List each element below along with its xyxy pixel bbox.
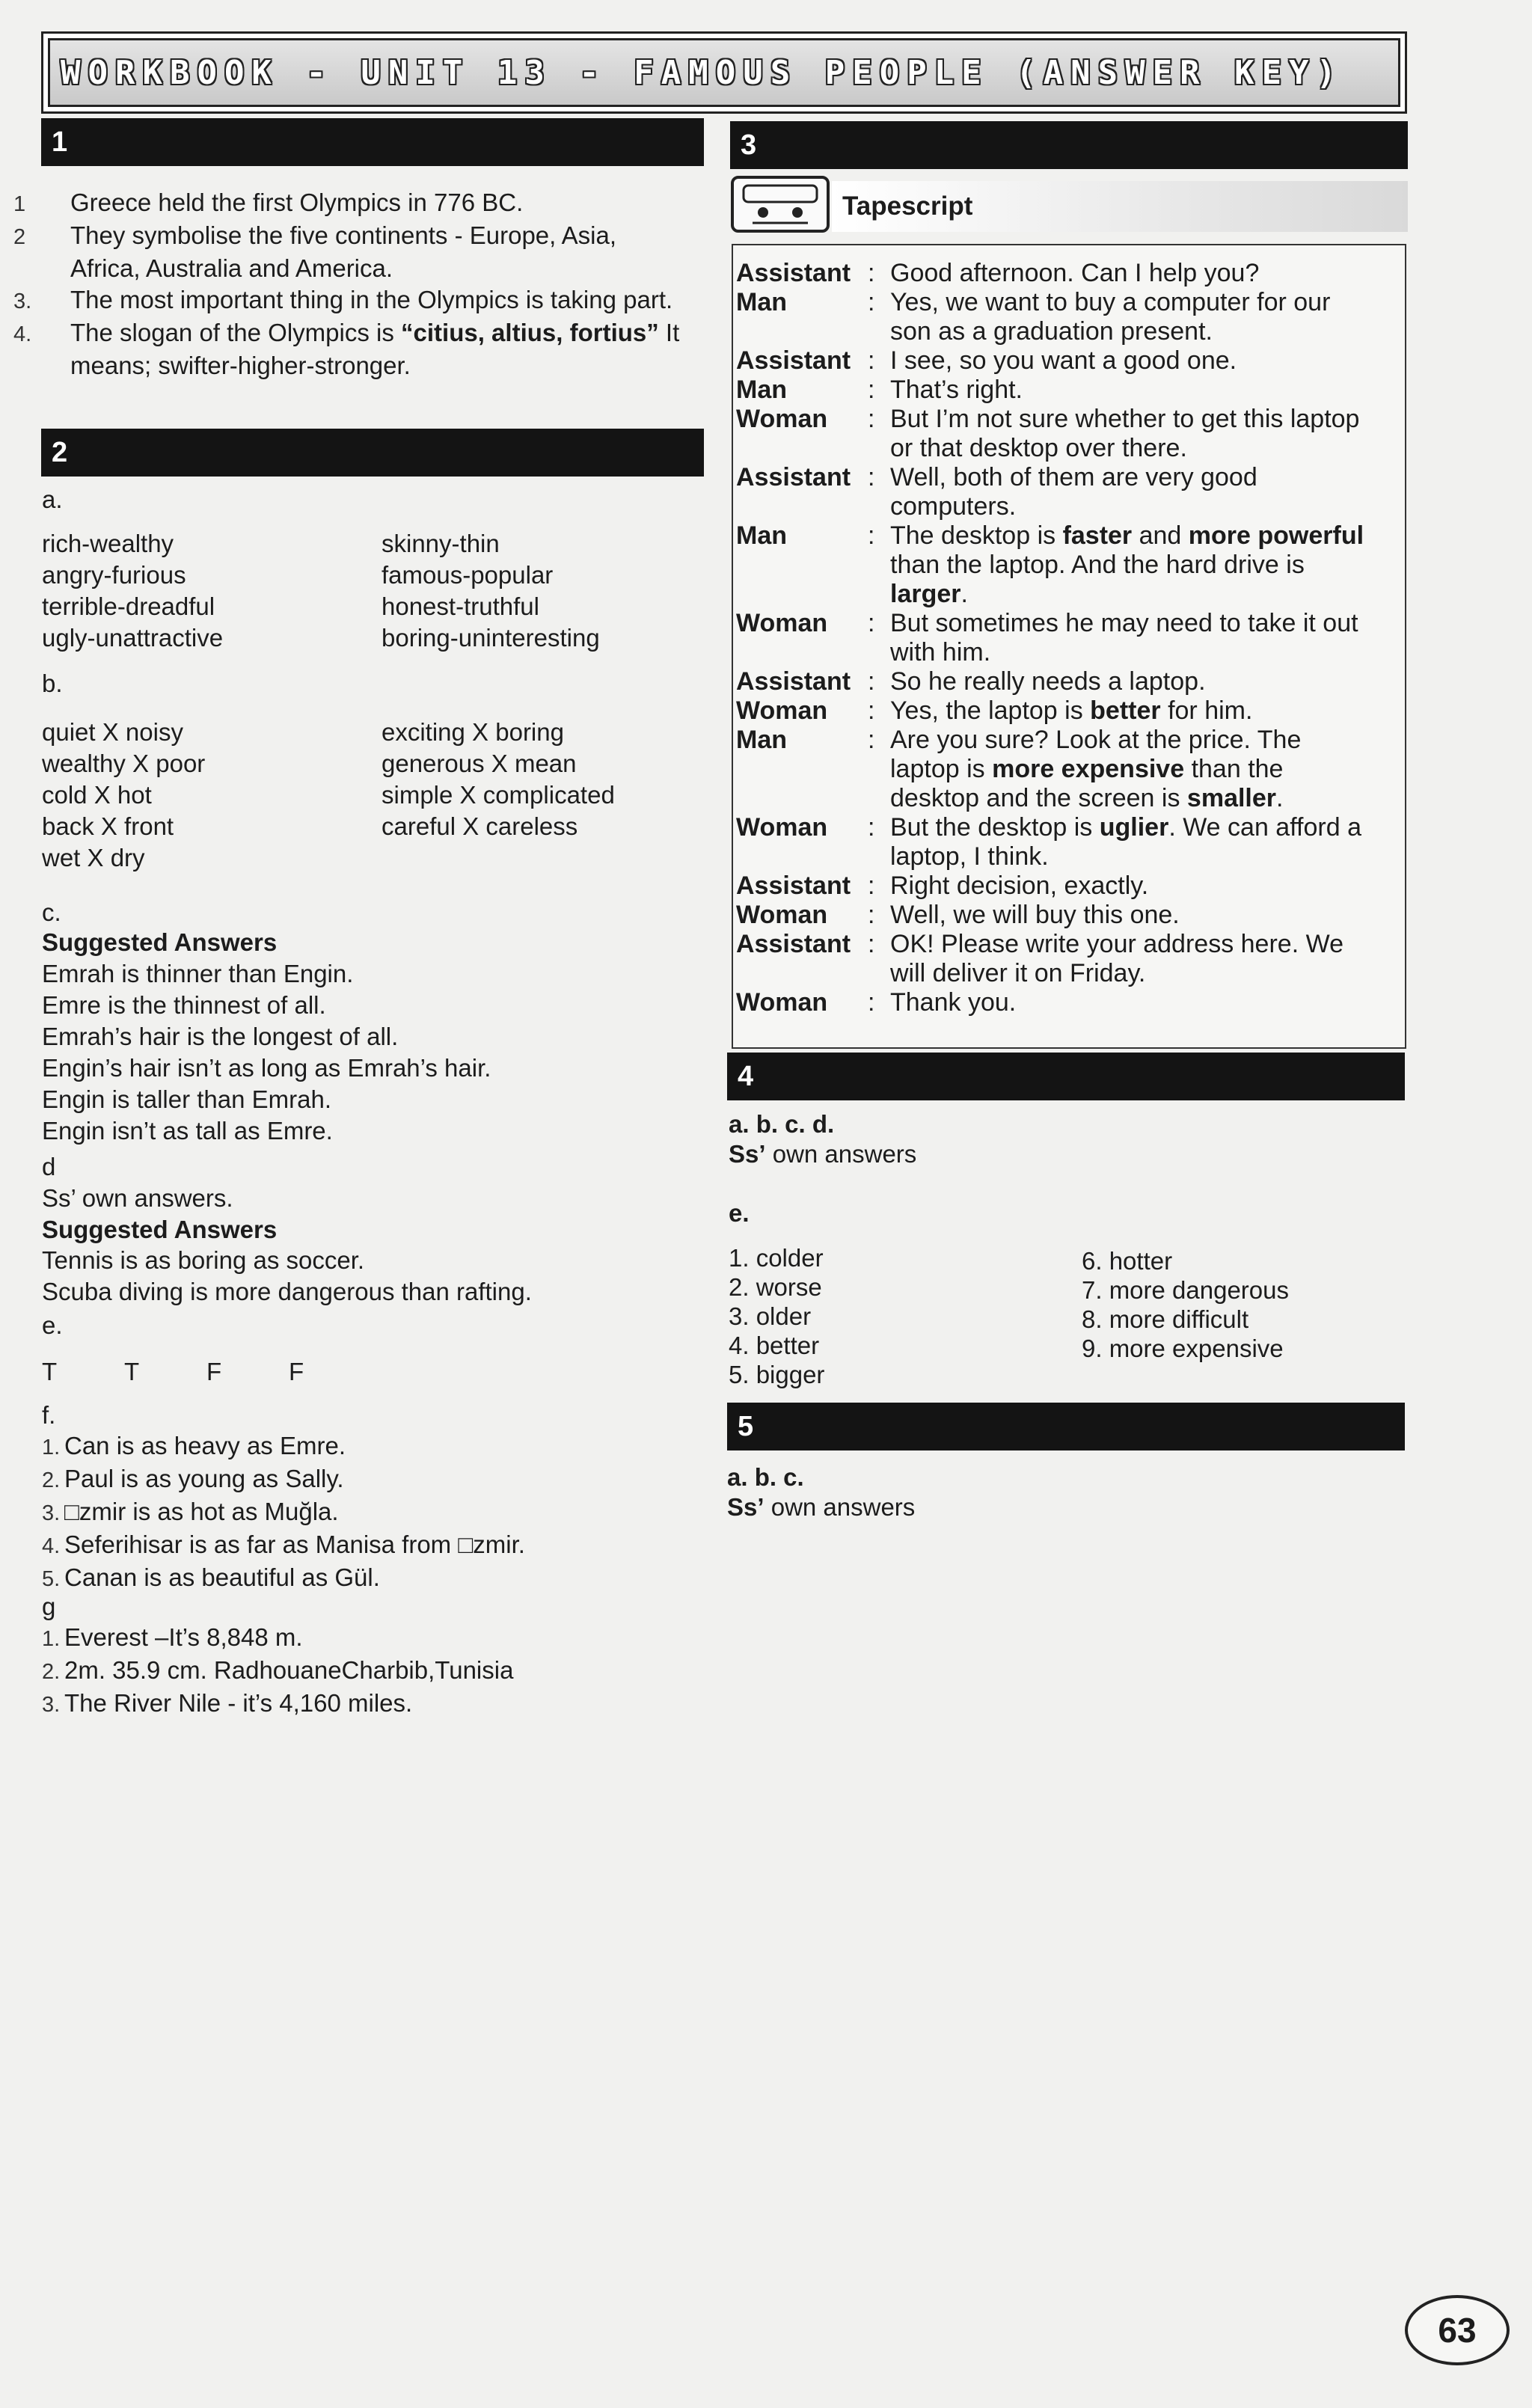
list-item <box>13 317 685 382</box>
dialogue-line: But I’m not sure whether to get this laptop or that desktop over there. <box>890 405 1360 462</box>
s2-a-right-list <box>382 528 600 654</box>
section-1-bar: 1 <box>41 118 704 166</box>
speaker-colon: : <box>868 930 875 958</box>
title-banner <box>41 31 1407 114</box>
list-item: Engin’s hair isn’t as long as Emrah’s hair. <box>42 1054 491 1082</box>
s4-e-right-list <box>1082 1246 1289 1363</box>
list-item: 6. hotter <box>1082 1247 1173 1275</box>
item-text: Seferihisar is as far as Manisa from □zmir. <box>64 1531 525 1558</box>
dialogue-line: Right decision, exactly. <box>890 871 1149 900</box>
s2-c-heading: Suggested Answers <box>42 928 278 956</box>
speaker-name: Woman <box>736 813 828 842</box>
list-item: back X front <box>42 812 174 840</box>
item-number: 1. <box>42 1627 61 1651</box>
s2-g-label: g <box>42 1593 56 1620</box>
s5-abc-label: a. b. c. <box>727 1463 804 1491</box>
s2-f-label: f. <box>42 1401 56 1429</box>
dialogue-line: But sometimes he may need to take it out with him. <box>890 609 1358 667</box>
list-item: generous X mean <box>382 750 577 777</box>
item-text: Greece held the first Olympics in 776 BC. <box>70 189 524 216</box>
s2-e-answers <box>42 1357 371 1387</box>
item-text: Everest –It’s 8,848 m. <box>64 1623 303 1651</box>
item-text-bold: “citius, altius, fortius” <box>401 319 659 346</box>
speaker-colon: : <box>868 988 875 1017</box>
speaker-colon: : <box>868 726 875 754</box>
speaker-colon: : <box>868 288 875 316</box>
speaker-colon: : <box>868 871 875 900</box>
item-number: 5. <box>42 1567 61 1591</box>
item-text: □zmir is as hot as Muğla. <box>64 1498 339 1525</box>
speaker-name: Man <box>736 376 787 404</box>
list-item: 8. more difficult <box>1082 1305 1249 1333</box>
item-number: 1 <box>13 192 26 216</box>
speaker-name: Woman <box>736 901 828 929</box>
list-item: Emre is the thinnest of all. <box>42 991 326 1019</box>
s5-own-rest: own answers <box>764 1493 916 1521</box>
list-item: Engin is taller than Emrah. <box>42 1085 332 1113</box>
dialogue-line: So he really needs a laptop. <box>890 667 1206 696</box>
item-text: 2m. 35.9 cm. RadhouaneCharbib,Tunisia <box>64 1656 514 1684</box>
item-number: 4. <box>42 1534 61 1558</box>
list-item: 9. more expensive <box>1082 1335 1284 1362</box>
item-text: Canan is as beautiful as Gül. <box>64 1563 380 1591</box>
s4-e-label: e. <box>729 1199 750 1227</box>
speaker-colon: : <box>868 901 875 929</box>
speaker-colon: : <box>868 463 875 491</box>
item-number: 3. <box>42 1501 61 1525</box>
s2-f-list <box>42 1430 525 1595</box>
item-number: 3. <box>13 289 32 313</box>
list-item: 1. colder <box>729 1244 824 1272</box>
item-text: It means; swifter-higher-stronger. <box>70 319 680 379</box>
list-item: exciting X boring <box>382 718 564 746</box>
list-item <box>42 1562 525 1595</box>
speaker-name: Assistant <box>736 930 851 958</box>
s2-b-right-list <box>382 717 615 842</box>
list-item: Emrah is thinner than Engin. <box>42 960 354 987</box>
speaker-name: Woman <box>736 988 828 1017</box>
s4-abcd-label: a. b. c. d. <box>729 1110 835 1138</box>
s2-d-own-answers: Ss’ own answers. <box>42 1184 233 1212</box>
page-number: 63 <box>1438 2311 1477 2350</box>
list-item <box>42 1430 525 1463</box>
dialogue-line: Are you sure? Look at the price. The laptop is more expensive than the desktop and the screen is smaller. <box>890 726 1302 812</box>
dialogue-line: Well, both of them are very good computers. <box>890 463 1257 521</box>
speaker-colon: : <box>868 521 875 550</box>
list-item <box>13 220 685 284</box>
s4-own-rest: own answers <box>765 1140 917 1168</box>
dialogue-line: Good afternoon. Can I help you? <box>890 259 1260 287</box>
item-number: 2 <box>13 225 26 249</box>
dialogue-line: Yes, the laptop is better for him. <box>890 696 1253 725</box>
list-item: Emrah’s hair is the longest of all. <box>42 1023 399 1050</box>
s4-e-left-list <box>729 1243 824 1389</box>
s2-b-label: b. <box>42 670 63 697</box>
speaker-name: Man <box>736 726 787 754</box>
dialogue-line: OK! Please write your address here. We will deliver it on Friday. <box>890 930 1343 987</box>
s2-e-label: e. <box>42 1311 63 1339</box>
s2-d-list <box>42 1245 532 1308</box>
speaker-colon: : <box>868 405 875 433</box>
list-item: terrible-dreadful <box>42 592 215 620</box>
list-item <box>13 187 685 220</box>
item-text: The River Nile - it’s 4,160 miles. <box>64 1689 413 1717</box>
dialogue-line: I see, so you want a good one. <box>890 346 1237 375</box>
item-text: The most important thing in the Olympics is taking part. <box>70 286 673 313</box>
list-item: ugly-unattractive <box>42 624 224 652</box>
s2-b-left-list <box>42 717 205 874</box>
list-item: quiet X noisy <box>42 718 183 746</box>
page-number-badge <box>1405 2295 1510 2365</box>
speaker-name: Man <box>736 521 787 550</box>
list-item: 4. better <box>729 1332 820 1359</box>
speaker-name: Man <box>736 288 787 316</box>
list-item: Scuba diving is more dangerous than rafting. <box>42 1278 532 1305</box>
list-item: honest-truthful <box>382 592 539 620</box>
tf-answer: T <box>42 1358 58 1385</box>
item-text: Can is as heavy as Emre. <box>64 1432 346 1459</box>
dialogue-line: Well, we will buy this one. <box>890 901 1180 929</box>
tapescript-header: Tapescript <box>832 181 1408 232</box>
item-text: They symbolise the five continents - Europe, Asia, Africa, Australia and America. <box>70 221 617 282</box>
list-item: angry-furious <box>42 561 186 589</box>
s4-own-answers <box>729 1139 916 1169</box>
s2-c-label: c. <box>42 898 61 926</box>
speaker-name: Woman <box>736 405 828 433</box>
s5-own-ss: Ss’ <box>727 1493 765 1521</box>
speaker-colon: : <box>868 346 875 375</box>
list-item <box>42 1463 525 1496</box>
speaker-colon: : <box>868 696 875 725</box>
item-number: 4. <box>13 322 32 346</box>
s2-a-left-list <box>42 528 223 654</box>
list-item <box>42 1529 525 1562</box>
section-2-bar: 2 <box>41 429 704 477</box>
list-item: Engin isn’t as tall as Emre. <box>42 1117 333 1145</box>
tf-answer: T <box>124 1358 140 1385</box>
page-title: WORKBOOK - UNIT 13 - FAMOUS PEOPLE (ANSWER KEY) <box>61 53 1344 92</box>
section-1-list <box>13 187 685 382</box>
section-5-bar: 5 <box>727 1403 1405 1450</box>
dialogue-line: The desktop is faster and more powerful than the laptop. And the hard drive is larger. <box>890 521 1364 608</box>
item-text: Paul is as young as Sally. <box>64 1465 344 1492</box>
s5-own-answers <box>727 1492 915 1522</box>
list-item: cold X hot <box>42 781 152 809</box>
list-item <box>13 284 685 317</box>
list-item <box>42 1496 525 1529</box>
speaker-name: Assistant <box>736 871 851 900</box>
dialogue-line: That’s right. <box>890 376 1023 404</box>
item-number: 1. <box>42 1436 61 1459</box>
s2-d-label: d <box>42 1153 56 1180</box>
tapescript-dialogue <box>732 244 1406 1049</box>
speaker-colon: : <box>868 376 875 404</box>
section-3-bar: 3 <box>730 121 1408 169</box>
list-item: rich-wealthy <box>42 530 174 557</box>
s2-a-label: a. <box>42 485 63 513</box>
list-item <box>42 1622 513 1655</box>
list-item: wet X dry <box>42 844 145 871</box>
list-item: 3. older <box>729 1302 812 1330</box>
speaker-name: Assistant <box>736 346 851 375</box>
list-item: Tennis is as boring as soccer. <box>42 1246 365 1274</box>
s2-g-list <box>42 1622 513 1721</box>
list-item: famous-popular <box>382 561 554 589</box>
dialogue-line: Thank you. <box>890 988 1017 1017</box>
item-number: 2. <box>42 1468 61 1492</box>
speaker-colon: : <box>868 813 875 842</box>
list-item: boring-uninteresting <box>382 624 600 652</box>
cassette-tape-icon <box>730 175 830 233</box>
dialogue-line: Yes, we want to buy a computer for our son as a graduation present. <box>890 288 1331 346</box>
list-item: 2. worse <box>729 1273 822 1301</box>
s2-d-heading: Suggested Answers <box>42 1216 278 1243</box>
speaker-name: Assistant <box>736 463 851 491</box>
speaker-name: Assistant <box>736 667 851 696</box>
list-item: careful X careless <box>382 812 578 840</box>
speaker-name: Woman <box>736 696 828 725</box>
speaker-colon: : <box>868 259 875 287</box>
item-number: 3. <box>42 1693 61 1717</box>
list-item <box>42 1655 513 1688</box>
list-item: skinny-thin <box>382 530 500 557</box>
speaker-colon: : <box>868 609 875 637</box>
dialogue-line: But the desktop is uglier. We can afford a laptop, I think. <box>890 813 1361 871</box>
speaker-colon: : <box>868 667 875 696</box>
list-item: simple X complicated <box>382 781 615 809</box>
tf-answer: F <box>289 1358 304 1385</box>
speaker-name: Assistant <box>736 259 851 287</box>
s4-own-ss: Ss’ <box>729 1140 766 1168</box>
section-4-bar: 4 <box>727 1053 1405 1100</box>
list-item: 5. bigger <box>729 1361 825 1388</box>
title-banner-inner <box>48 38 1400 107</box>
s2-c-list <box>42 958 491 1147</box>
item-text: The slogan of the Olympics is <box>70 319 402 346</box>
list-item <box>42 1688 513 1721</box>
speaker-name: Woman <box>736 609 828 637</box>
list-item: 7. more dangerous <box>1082 1276 1290 1304</box>
list-item: wealthy X poor <box>42 750 206 777</box>
item-number: 2. <box>42 1660 61 1684</box>
tf-answer: F <box>206 1358 222 1385</box>
